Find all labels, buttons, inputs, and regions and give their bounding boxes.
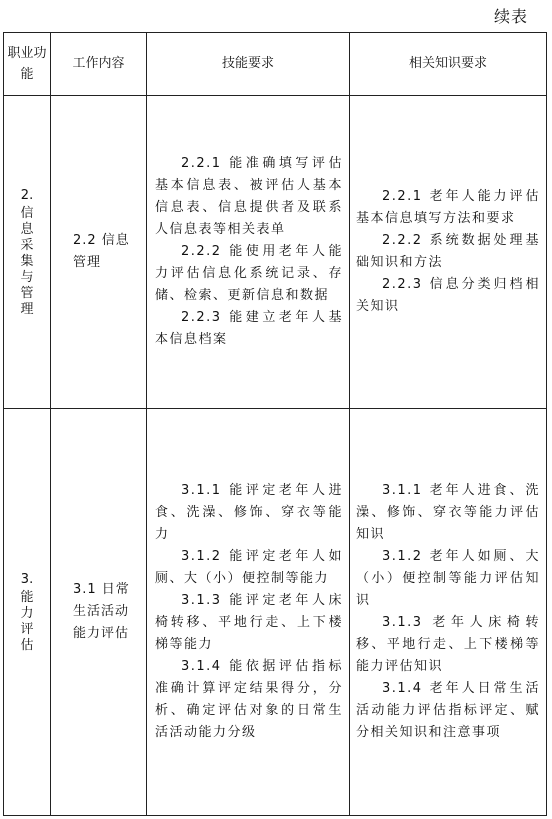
knowledge-item: 3.1.3 老年人床椅转移、平地行走、上下楼梯等能力评估知识	[356, 615, 540, 674]
function-number: 3.	[20, 572, 34, 587]
knowledge-item: 3.1.4 老年人日常生活活动能力评估指标评定、赋分相关知识和注意事项	[356, 681, 540, 740]
function-name: 信息采集与管理	[20, 206, 34, 317]
table-row	[4, 409, 547, 816]
skill-item: 3.1.1 能评定老年人进食、洗澡、修饰、穿衣等能力	[155, 483, 343, 542]
skill-item: 2.2.3 能建立老年人基本信息档案	[155, 310, 343, 347]
function-cell	[4, 409, 51, 816]
continued-label: 续表	[493, 7, 528, 26]
skill-item: 3.1.2 能评定老年人如厕、大（小）便控制等能力	[155, 549, 343, 586]
header-function: 职业功能	[4, 33, 51, 96]
skill-item: 2.2.2 能使用老年人能力评估信息化系统记录、存储、检索、更新信息和数据	[155, 244, 343, 303]
function-cell	[4, 96, 51, 409]
skill-item: 3.1.4 能依据评估指标准确计算评定结果得分，分析、确定评估对象的日常生活活动能力分级	[155, 659, 343, 740]
skill-item: 3.1.3 能评定老年人床椅转移、平地行走、上下楼梯等能力	[155, 593, 343, 652]
work-content-cell: 3.1 日常生活活动能力评估	[51, 409, 147, 816]
skill-item: 2.2.1 能准确填写评估基本信息表、被评估人基本信息表、信息提供者及联系人信息表等相关表单	[155, 156, 343, 237]
function-number: 2.	[20, 188, 34, 203]
knowledge-requirements-cell	[350, 96, 547, 409]
knowledge-requirements-cell	[350, 409, 547, 816]
table-row	[4, 96, 547, 409]
skill-requirements-cell	[147, 409, 350, 816]
header-work: 工作内容	[51, 33, 147, 96]
function-name: 能力评估	[20, 590, 34, 653]
work-content-cell: 2.2 信息管理	[51, 96, 147, 409]
skill-requirements-cell	[147, 96, 350, 409]
header-knowledge: 相关知识要求	[350, 33, 547, 96]
knowledge-item: 2.2.3 信息分类归档相关知识	[356, 277, 540, 314]
header-skill: 技能要求	[147, 33, 350, 96]
knowledge-item: 2.2.2 系统数据处理基础知识和方法	[356, 233, 540, 270]
header-row	[4, 33, 547, 96]
knowledge-item: 3.1.1 老年人进食、洗澡、修饰、穿衣等能力评估知识	[356, 483, 540, 542]
knowledge-item: 2.2.1 老年人能力评估基本信息填写方法和要求	[356, 189, 540, 226]
knowledge-item: 3.1.2 老年人如厕、大（小）便控制等能力评估知识	[356, 549, 540, 608]
skill-standard-table	[3, 32, 547, 816]
